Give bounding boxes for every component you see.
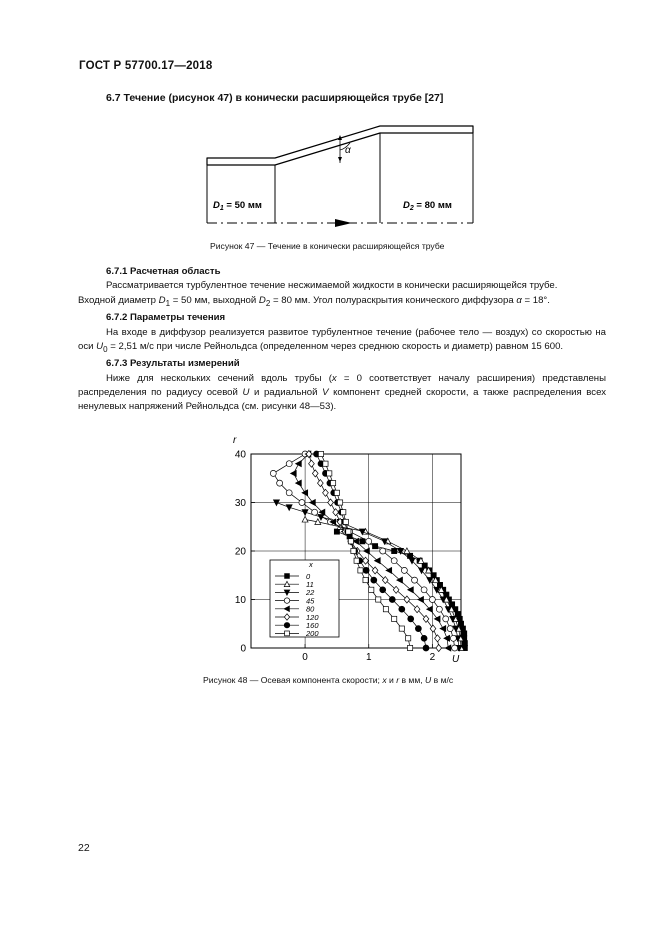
data-point <box>401 567 407 573</box>
data-point <box>343 519 348 524</box>
data-point <box>399 626 404 631</box>
legend-marker <box>284 598 290 604</box>
section-title: 6.7 Течение (рисунок 47) в конически расширяющейся трубе [27] <box>106 92 444 104</box>
legend-label: 160 <box>306 621 319 630</box>
y-tick-label: 40 <box>234 449 246 461</box>
data-point <box>337 500 342 505</box>
data-point <box>412 577 418 583</box>
data-point <box>318 451 323 456</box>
y-axis-title: r <box>233 435 237 446</box>
y-tick-label: 0 <box>240 643 246 655</box>
legend-label: 22 <box>306 588 315 598</box>
data-point <box>366 538 372 544</box>
data-point <box>299 500 305 506</box>
alpha-label: α <box>345 145 351 156</box>
x-axis-title: U <box>452 654 460 664</box>
x-tick-label: 2 <box>429 652 436 663</box>
figure48-caption: Рисунок 48 — Осевая компонента скорости; x и r в мм, U в м/с <box>203 675 454 685</box>
angle-arrow-down <box>338 157 342 162</box>
page-number: 22 <box>78 842 90 854</box>
data-point <box>358 568 363 573</box>
data-point <box>444 635 450 641</box>
data-point <box>302 516 308 522</box>
data-point <box>447 626 453 632</box>
data-point <box>323 461 328 466</box>
data-point <box>462 641 467 646</box>
figure47-caption: Рисунок 47 — Течение в конически расширяющейся трубе <box>210 241 445 251</box>
flow-arrow <box>335 219 352 227</box>
data-point <box>392 548 397 553</box>
legend-marker <box>284 622 290 628</box>
document-header: ГОСТ Р 57700.17—2018 <box>79 60 213 72</box>
data-point <box>380 548 386 554</box>
legend-marker <box>285 631 290 636</box>
data-point <box>435 635 441 642</box>
data-point <box>318 480 324 487</box>
data-point <box>291 470 297 476</box>
data-point <box>406 636 411 641</box>
y-tick-label: 10 <box>234 595 246 606</box>
data-point <box>383 607 388 612</box>
data-point <box>404 596 410 603</box>
data-point <box>312 470 318 477</box>
data-point <box>443 616 449 622</box>
data-point <box>415 626 421 632</box>
data-point <box>334 490 339 495</box>
data-point <box>302 510 308 516</box>
data-point <box>436 606 442 612</box>
body-text <box>78 265 606 415</box>
data-point <box>371 577 377 583</box>
data-point <box>360 539 365 544</box>
y-tick-label: 20 <box>234 546 246 558</box>
subsection-6-7-1-heading: 6.7.1 Расчетная область <box>106 266 221 277</box>
data-point <box>392 616 397 621</box>
paragraph-6-7-1-line1: Рассматривается турбулентное течение несжимаемой жидкости в конически расширяющейся трубе. <box>106 280 558 292</box>
data-point <box>328 499 334 506</box>
data-point <box>363 578 368 583</box>
legend-label: 0 <box>306 571 311 581</box>
data-point <box>369 587 374 592</box>
paragraph-6-7-1-line2: Входной диаметр $D_1 = 50$ мм, выходной $D_2 = 80$ мм. Угол полураскрытия конического диффузора α = 18°. <box>78 294 550 308</box>
data-point <box>296 480 302 486</box>
data-point <box>462 631 467 636</box>
data-point <box>380 587 386 593</box>
data-point <box>309 460 315 467</box>
data-point <box>354 558 359 563</box>
legend-title: x <box>309 560 313 569</box>
data-point <box>421 635 427 641</box>
data-point <box>327 471 332 476</box>
x-tick-label: 0 <box>302 652 308 663</box>
paragraph-6-7-2: На входе в диффузор реализуется развитое турбулентное течение (рабочее тело — воздух) со скоростью на оси $U_0 = 2,51$ м/с при числе Рейнольдса (определенном через среднюю скорость и диаметр) равном 15 600. <box>78 326 606 354</box>
legend-label: 120 <box>306 612 319 622</box>
data-point <box>452 645 458 651</box>
data-point <box>458 621 463 626</box>
data-point <box>393 586 399 593</box>
data-point <box>407 645 412 650</box>
data-point <box>455 611 460 616</box>
data-point <box>427 578 433 584</box>
data-point <box>277 480 283 486</box>
data-point <box>341 510 346 515</box>
data-point <box>376 597 381 602</box>
data-point <box>270 470 276 476</box>
data-point <box>351 548 356 553</box>
data-point <box>434 616 440 622</box>
x-tick-label: 1 <box>365 652 372 663</box>
data-point <box>346 529 351 534</box>
subsection-6-7-2-heading: 6.7.2 Параметры течения <box>106 312 226 324</box>
data-point <box>429 597 435 603</box>
data-point <box>421 587 427 593</box>
legend-marker <box>285 574 290 579</box>
y-tick-label: 30 <box>234 498 246 509</box>
data-point <box>440 626 446 632</box>
d1-label: $D_1 = 50$ мм <box>213 200 262 212</box>
data-point <box>312 509 318 515</box>
paragraph-6-7-3: Ниже для нескольких сечений вдоль трубы (x = 0 соответствует началу расширения) представлены распределения по радиусу осевой U и радиальной V компонент средней скорости, а также распределения всех ненулевых напряжений Рейнольдса (см. рисунки 48—53). <box>78 372 606 413</box>
data-point <box>408 616 414 622</box>
data-point <box>363 567 369 573</box>
legend-label: 11 <box>306 580 314 589</box>
data-point <box>330 481 335 486</box>
data-point <box>286 490 292 496</box>
data-point <box>391 558 397 564</box>
data-point <box>423 645 429 651</box>
axial-velocity-chart <box>215 432 475 664</box>
data-point <box>389 597 395 603</box>
data-point <box>273 500 279 506</box>
diffuser-schematic <box>195 118 485 233</box>
series-x-0 <box>334 529 467 651</box>
data-point <box>302 490 308 496</box>
legend-label: 80 <box>306 604 315 614</box>
data-point <box>348 539 353 544</box>
legend-label: 45 <box>306 596 315 606</box>
data-point <box>382 577 388 584</box>
legend-label: 200 <box>306 629 319 639</box>
data-point <box>286 461 292 467</box>
data-point <box>436 644 442 651</box>
data-point <box>310 500 316 506</box>
data-point <box>404 548 410 554</box>
data-point <box>334 529 339 534</box>
data-point <box>323 489 329 496</box>
data-point <box>333 509 339 516</box>
data-point <box>296 461 302 467</box>
data-point <box>399 606 405 612</box>
data-point <box>450 635 456 641</box>
d2-label: $D_2 = 80$ мм <box>403 200 452 212</box>
subsection-6-7-3-heading: 6.7.3 Результаты измерений <box>106 358 240 370</box>
